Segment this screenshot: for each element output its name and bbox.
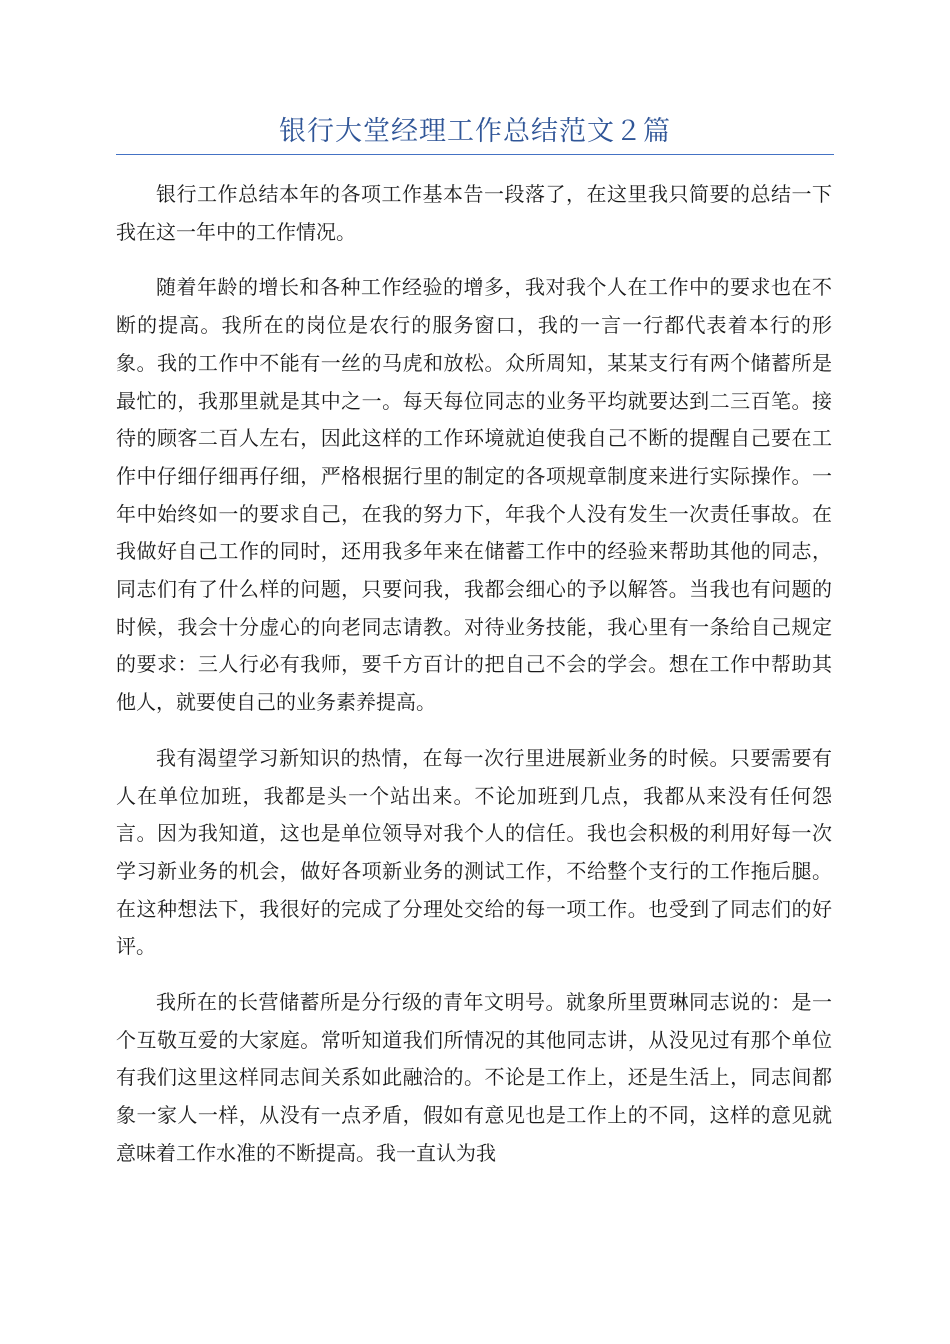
document-body bbox=[116, 176, 832, 1191]
document-title: 银行大堂经理工作总结范文２篇 bbox=[279, 116, 671, 147]
title-underline bbox=[116, 154, 834, 155]
paragraph: 随着年龄的增长和各种工作经验的增多，我对我个人在工作中的要求也在不断的提高。我所在的岗位是农行的服务窗口，我的一言一行都代表着本行的形象。我的工作中不能有一丝的马虎和放松。众所周知，某某支行有两个储蓄所是最忙的，我那里就是其中之一。每天每位同志的业务平均就要达到二三百笔。接待的顾客二百人左右，因此这样的工作环境就迫使我自己不断的提醒自己要在工作中仔细仔细再仔细，严格根据行里的制定的各项规章制度来进行实际操作。一年中始终如一的要求自己，在我的努力下，年我个人没有发生一次责任事故。在我做好自己工作的同时，还用我多年来在储蓄工作中的经验来帮助其他的同志，同志们有了什么样的问题，只要问我，我都会细心的予以解答。当我也有问题的时候，我会十分虚心的向老同志请教。对待业务技能，我心里有一条给自己规定的要求：三人行必有我师，要千方百计的把自己不会的学会。想在工作中帮助其他人，就要使自己的业务素养提高。 bbox=[116, 275, 832, 715]
paragraph: 银行工作总结本年的各项工作基本告一段落了，在这里我只简要的总结一下我在这一年中的工作情况。 bbox=[116, 182, 832, 244]
paragraph: 我有渴望学习新知识的热情，在每一次行里进展新业务的时候。只要需要有人在单位加班，我都是头一个站出来。不论加班到几点，我都从来没有任何怨言。因为我知道，这也是单位领导对我个人的信任。我也会积极的利用好每一次学习新业务的机会，做好各项新业务的测试工作，不给整个支行的工作拖后腿。在这种想法下，我很好的完成了分理处交给的每一项工作。也受到了同志们的好评。 bbox=[116, 745, 832, 959]
paragraph: 我所在的长营储蓄所是分行级的青年文明号。就象所里贾琳同志说的：是一个互敬互爱的大家庭。常听知道我们所情况的其他同志讲，从没见过有那个单位有我们这里这样同志间关系如此融洽的。不论是工作上，还是生活上，同志间都象一家人一样，从没有一点矛盾，假如有意见也是工作上的不同，这样的意见就意味着工作水准的不断提高。我一直认为我 bbox=[116, 990, 832, 1165]
